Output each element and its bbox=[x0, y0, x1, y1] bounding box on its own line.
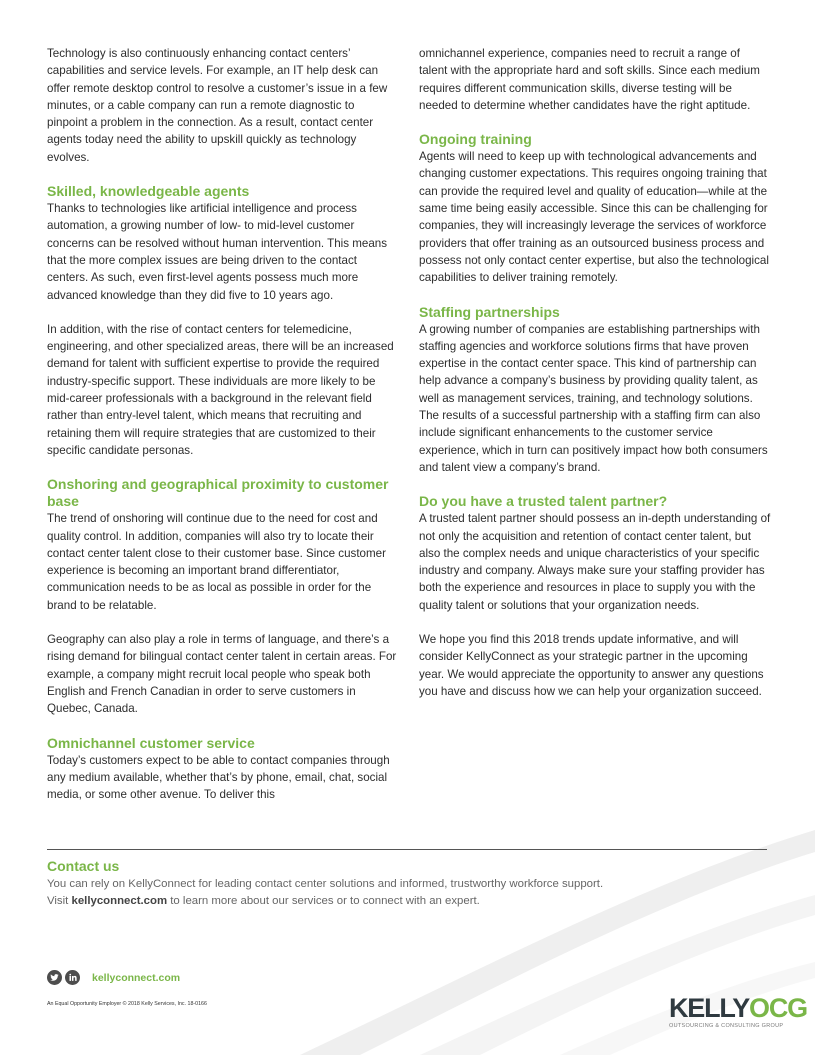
social-website-link[interactable]: kellyconnect.com bbox=[92, 971, 181, 984]
heading-ongoing-training: Ongoing training bbox=[419, 131, 532, 148]
contact-line-1: You can rely on KellyConnect for leading contact center solutions and informed, trustworthy workforce support. bbox=[47, 878, 604, 890]
social-links bbox=[47, 970, 180, 985]
partner-paragraph-2: We hope you find this 2018 trends update informative, and will consider KellyConnect as your strategic partner in the upcoming year. We would appreciate the opportunity to answer any questions you have and discuss how we can help your organization succeed. bbox=[419, 633, 764, 698]
heading-trusted-partner: Do you have a trusted talent partner? bbox=[419, 493, 668, 510]
linkedin-icon[interactable] bbox=[65, 970, 80, 985]
contact-line-2-pre: Visit bbox=[47, 894, 72, 907]
skilled-paragraph-1: Thanks to technologies like artificial intelligence and process automation, a growing number of low- to mid-level customer concerns can be resolved without human intervention. This means that the more complex issues are being driven to the contact centers. As such, even first-level agents possess much more advanced knowledge than they did five to 10 years ago. bbox=[47, 202, 388, 302]
logo-wordmark bbox=[669, 993, 807, 1023]
heading-omnichannel: Omnichannel customer service bbox=[47, 734, 255, 751]
training-paragraph: Agents will need to keep up with technological advancements and changing customer expectations. This requires ongoing training that can provide the required level and quality of education—while at the same time being easily accessible. Since this can be challenging for companies, they will increasingly leverage the services of workforce providers that offer training as an outsourced business process and possess not only contact center expertise, but also the technological capabilities to deliver training remotely. bbox=[419, 150, 769, 285]
onshoring-paragraph-2: Geography can also play a role in terms of language, and there’s a rising demand for bilingual contact center talent in certain areas. For example, a company might recruit local people who speak both English and French Canadian in order to serve customers in Quebec, Canada. bbox=[47, 633, 397, 716]
partner-paragraph-1: A trusted talent partner should possess an in-depth understanding of not only the acquisition and retention of contact center talent, but also the complex needs and unique characteristics of your specific industry and company. Always make sure your staffing provider has both the experience and resources in place to supply you with the quality talent or solutions that your organization needs. bbox=[419, 512, 771, 612]
heading-skilled-agents: Skilled, knowledgeable agents bbox=[47, 183, 250, 200]
logo-tagline: OUTSOURCING & CONSULTING GROUP bbox=[669, 1023, 784, 1029]
heading-staffing-partnerships: Staffing partnerships bbox=[419, 303, 560, 320]
right-column bbox=[419, 45, 771, 717]
skilled-paragraph-2: In addition, with the rise of contact centers for telemedicine, engineering, and other specialized areas, there will be an increased demand for talent with sufficient expertise to provide the required industry-specific support. These individuals are more likely to be mid-career professionals with a background in the relevant field rather than entry-level talent, which means that recruiting and retaining them will require strategies that are customized to their specific candidate personas. bbox=[47, 322, 394, 457]
kelly-ocg-logo bbox=[669, 993, 807, 1029]
footer-divider bbox=[47, 849, 767, 850]
contact-line-2-post: to learn more about our services or to connect with an expert. bbox=[167, 894, 480, 907]
logo-ocg: OCG bbox=[749, 993, 807, 1023]
intro-paragraph: Technology is also continuously enhancing contact centers’ capabilities and service levels. For example, an IT help desk can offer remote desktop control to resolve a customer’s issue in a few minutes, or a cable company can run a remote diagnostic to pinpoint a problem in the connection. As a result, contact center agents today need the ability to upskill quickly as technology evolves. bbox=[47, 47, 388, 164]
contact-heading: Contact us bbox=[47, 858, 120, 874]
heading-onshoring: Onshoring and geographical proximity to customer base bbox=[47, 476, 389, 510]
logo-kelly: KELLY bbox=[669, 993, 750, 1023]
left-column bbox=[47, 45, 397, 820]
omnichannel-paragraph-1: Today’s customers expect to be able to contact companies through any medium available, whether that’s by phone, email, chat, social media, or some other avenue. To deliver this bbox=[47, 753, 390, 802]
twitter-icon[interactable] bbox=[47, 970, 62, 985]
contact-text bbox=[47, 876, 747, 909]
contact-line-2 bbox=[47, 893, 747, 910]
omnichannel-paragraph-cont: omnichannel experience, companies need to recruit a range of talent with the appropriate hard and soft skills. Since each medium requires different communication skills, diverse testing will be needed to determine whether candidates have the right aptitude. bbox=[419, 47, 760, 112]
legal-notice: An Equal Opportunity Employer © 2018 Kelly Services, Inc. 18-0166 bbox=[47, 1001, 207, 1007]
onshoring-paragraph-1: The trend of onshoring will continue due to the need for cost and quality control. In addition, companies will also try to locate their contact center talent close to their customer base. Since customer experience is becoming an important brand differentiator, communication needs to be as local as possible in order for the brand to be relatable. bbox=[47, 512, 386, 612]
contact-website-link[interactable]: kellyconnect.com bbox=[71, 894, 168, 907]
staffing-paragraph: A growing number of companies are establishing partnerships with staffing agencies and workforce solutions firms that have proven expertise in the contact center space. This kind of partnership can help advance a company’s business by providing quality talent, as well as management services, training, and technology solutions. The results of a successful partnership with a staffing firm can also include significant enhancements to the customer service experience, which in turn can positively impact how both consumers and talent view a company’s brand. bbox=[419, 322, 768, 474]
